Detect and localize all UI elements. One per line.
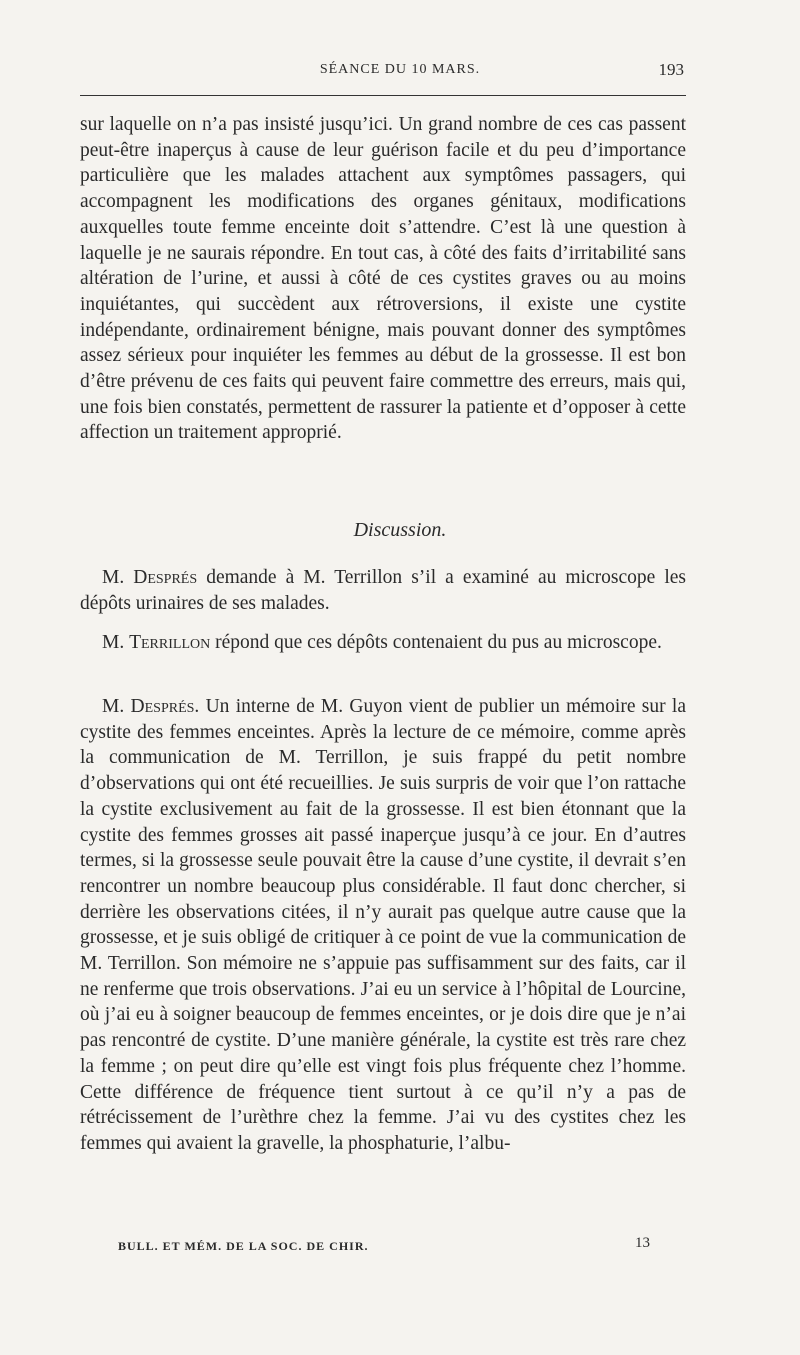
paragraph-1 — [80, 112, 686, 446]
speaker-name: Després — [133, 567, 198, 588]
footer-journal-title: BULL. ET MÉM. DE LA SOC. DE CHIR. — [118, 1239, 369, 1253]
section-heading: Discussion. — [353, 519, 447, 541]
page-number: 193 — [658, 60, 684, 79]
paragraph-3-text: répond que ces dépôts contenaient du pus au microscope. — [210, 632, 662, 653]
paragraph-2 — [80, 565, 686, 616]
paragraph-2-text: demande à M. Terrillon s’il a examiné au microscope les dépôts urinaires de ses malades. — [80, 567, 686, 614]
running-title: SÉANCE DU 10 MARS. — [319, 62, 481, 77]
speaker-name: Després — [130, 696, 195, 717]
paragraph-2-prefix: M. — [102, 567, 134, 588]
speaker-name: Terrillon — [129, 632, 211, 653]
paragraph-3 — [80, 630, 686, 656]
paragraph-4-text: . Un interne de M. Guyon vient de publier un mémoire sur la cystite des femmes enceintes. Après la lecture de ce mémoire, comme après la communication de M. Terrillon, je suis frappé du petit nombre d’observations qui ont été recueillies. Je suis surpris de voir que l’on rattache la cystite exclusivement au fait de la grossesse. Il est bien étonnant que la cystite des femmes grosses ait passé inaperçue jusqu’à ce jour. En d’autres termes, si la grossesse seule pouvait être la cause d’une cystite, il devrait s’en rencontrer un nombre beaucoup plus considérable. Il faut donc chercher, si derrière les observations citées, il n’y aurait pas quelque autre cause que la grossesse, et je suis obligé de critiquer à ce point de vue la communication de M. Terrillon. Son mémoire ne s’appuie pas suffisamment sur des faits, car il ne renferme que trois observations. J’ai eu un service à l’hôpital de Lourcine, où j’ai eu à soigner beaucoup de femmes enceintes, or je dois dire que je n’ai pas rencontré de cystite. D’une manière générale, la cystite est très rare chez la femme ; on peut dire qu’elle est vingt fois plus fréquente chez l’homme. Cette différence de fréquence tient surtout à ce qu’il n’y a pas de rétrécissement de l’urèthre chez la femme. J’ai vu des cystites chez les femmes qui avaient la gravelle, la phosphaturie, l’albu- — [80, 696, 687, 1154]
footer-signature-mark: 13 — [635, 1235, 650, 1251]
header-rule — [80, 95, 686, 96]
paragraph-4-prefix: M. — [102, 696, 131, 717]
paragraph-4 — [80, 694, 686, 1157]
paragraph-3-prefix: M. — [102, 632, 130, 653]
paragraph-1-text: sur laquelle on n’a pas insisté jusqu’ici. Un grand nombre de ces cas passent peut-être inaperçus à cause de leur guérison facile et du peu d’importance particulière que les malades attachent aux symptômes passagers, qui accompagnent les modifications des organes génitaux, modifications auxquelles toute femme enceinte doit s’attendre. C’est là une question à laquelle je ne saurais répondre. En tout cas, à côté des faits d’irritabilité sans altération de l’urine, et aussi à côté de ces cystites graves ou au moins inquiétantes, qui succèdent aux rétroversions, il existe une cystite indépendante, ordinairement bénigne, mais pouvant donner des symptômes assez sérieux pour inquiéter les femmes au début de la grossesse. Il est bon d’être prévenu de ces faits qui peuvent faire commettre des erreurs, mais qui, une fois bien constatés, permettent de rassurer la patiente et d’opposer à cette affection un traitement approprié. — [80, 114, 686, 444]
